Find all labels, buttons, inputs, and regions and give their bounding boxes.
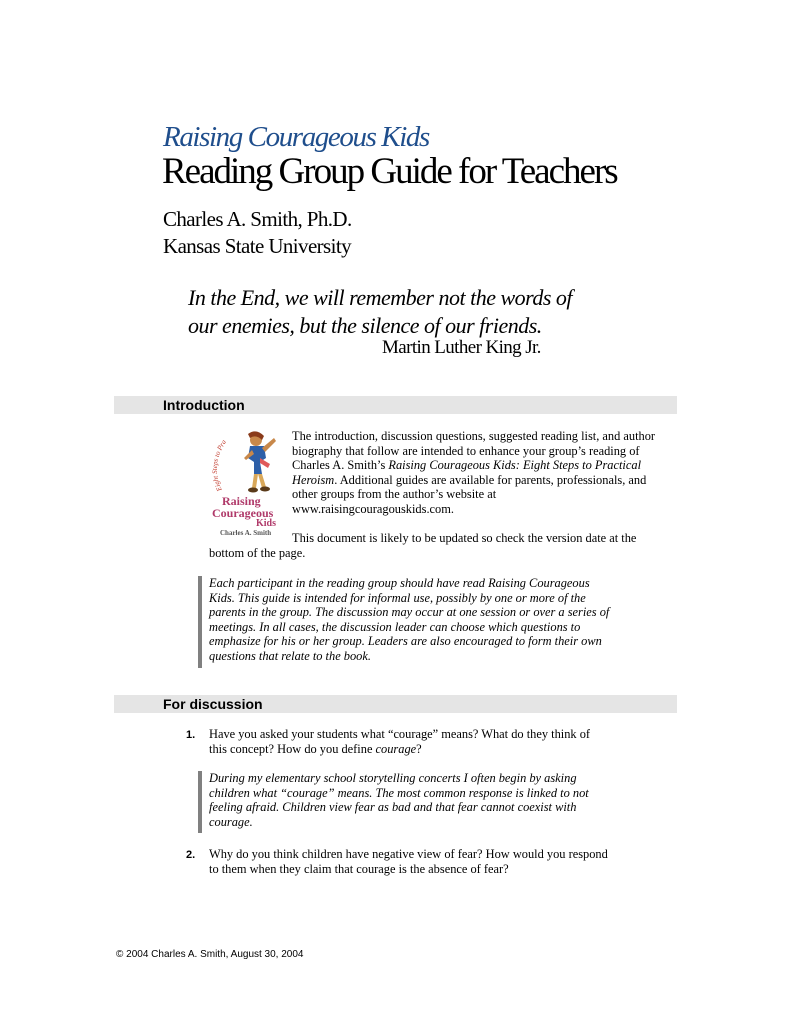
intro-callout-bar bbox=[198, 576, 202, 668]
book-subtitle-inline: Heroism bbox=[292, 472, 335, 487]
discussion-callout-line-2: children what “courage” means. The most common response is linked to not bbox=[209, 785, 589, 800]
discussion-callout-line-1: During my elementary school storytelling concerts I often begin by asking bbox=[209, 771, 577, 785]
intro-p1-line-1: The introduction, discussion questions, suggested reading list, and author bbox=[292, 429, 656, 443]
svg-text:Eight Steps to Practical Heroi bbox=[200, 428, 228, 493]
intro-paragraph-1 bbox=[292, 429, 682, 517]
intro-callout-line-5: emphasize for his or her group. Leaders are also encouraged to form their own bbox=[209, 634, 602, 649]
discussion-section-bar bbox=[114, 695, 677, 713]
question-2-line-1: Why do you think children have negative view of fear? How would you respond bbox=[209, 847, 608, 861]
intro-p1-line-2: biography that follow are intended to enhance your group’s reading of bbox=[292, 443, 640, 458]
introduction-section-bar bbox=[114, 396, 677, 414]
epigraph-attribution: Martin Luther King Jr. bbox=[382, 337, 541, 358]
discussion-heading: For discussion bbox=[163, 696, 263, 712]
question-1-line-2a: this concept? How do you define bbox=[209, 741, 376, 756]
introduction-heading: Introduction bbox=[163, 397, 245, 413]
cover-author: Charles A. Smith bbox=[220, 529, 272, 537]
epigraph-quote bbox=[188, 284, 588, 340]
cover-title-2: Courageous bbox=[212, 506, 274, 520]
author-name: Charles A. Smith, Ph.D. bbox=[163, 207, 352, 231]
question-1-line-1: Have you asked your students what “courage” means? What do they think of bbox=[209, 727, 591, 741]
question-1 bbox=[209, 727, 639, 756]
discussion-callout-bar bbox=[198, 771, 202, 833]
question-1-line-2 bbox=[209, 742, 639, 757]
epigraph-line-1: In the End, we will remember not the words of bbox=[188, 285, 573, 310]
intro-callout-line-6: questions that relate to the book. bbox=[209, 648, 371, 663]
question-2-number: 2. bbox=[186, 849, 196, 861]
question-1-line-2c: ? bbox=[416, 741, 422, 756]
intro-paragraph-2-line-1: This document is likely to be updated so check the version date at the bbox=[292, 531, 637, 545]
courage-emphasis: courage bbox=[375, 741, 417, 756]
epigraph-line-2: our enemies, but the silence of our friends. bbox=[188, 313, 542, 338]
page-title: Reading Group Guide for Teachers bbox=[162, 151, 617, 192]
cover-title-3: Kids bbox=[256, 518, 277, 529]
intro-p1-line-4 bbox=[292, 473, 682, 488]
discussion-callout-line-3: feeling afraid. Children view fear as bad and that fear cannot coexist with bbox=[209, 800, 577, 815]
intro-callout-line-2: Kids. This guide is intended for informal use, possibly by one or more of the bbox=[209, 590, 586, 605]
intro-p1-line-5: other groups from the author’s website at bbox=[292, 487, 497, 502]
question-2-line-2: to them when they claim that courage is the absence of fear? bbox=[209, 861, 509, 876]
intro-paragraph-2-line-2: bottom of the page. bbox=[209, 546, 306, 560]
book-cover-image bbox=[200, 428, 282, 538]
question-2 bbox=[209, 847, 639, 876]
intro-p1-line-3 bbox=[292, 458, 682, 473]
book-title-inline: Raising Courageous Kids: Eight Steps to Practical bbox=[388, 458, 642, 473]
question-1-number: 1. bbox=[186, 729, 196, 741]
intro-callout-line-3: parents in the group. The discussion may occur at one session or over a series of bbox=[209, 605, 610, 620]
intro-callout-line-1: Each participant in the reading group should have read Raising Courageous bbox=[209, 576, 590, 590]
copyright-footer: © 2004 Charles A. Smith, August 30, 2004 bbox=[116, 949, 304, 960]
cover-title-1: Raising bbox=[222, 494, 261, 508]
author-affiliation: Kansas State University bbox=[163, 234, 351, 258]
intro-callout-line-4: meetings. In all cases, the discussion leader can choose which questions to bbox=[209, 619, 581, 634]
book-cover-illustration bbox=[200, 428, 282, 538]
intro-p1-line-3a: Charles A. Smith’s bbox=[292, 458, 389, 473]
intro-p1-line-4b: . Additional guides are available for parents, professionals, and bbox=[334, 472, 647, 487]
author-website-text: www.raisingcouragouskids.com. bbox=[292, 501, 454, 516]
cover-subtitle: Eight Steps to Pra bbox=[210, 438, 228, 493]
discussion-callout bbox=[209, 771, 649, 829]
series-title: Raising Courageous Kids bbox=[163, 121, 429, 153]
intro-callout bbox=[209, 576, 649, 664]
discussion-callout-line-4: courage. bbox=[209, 814, 253, 829]
